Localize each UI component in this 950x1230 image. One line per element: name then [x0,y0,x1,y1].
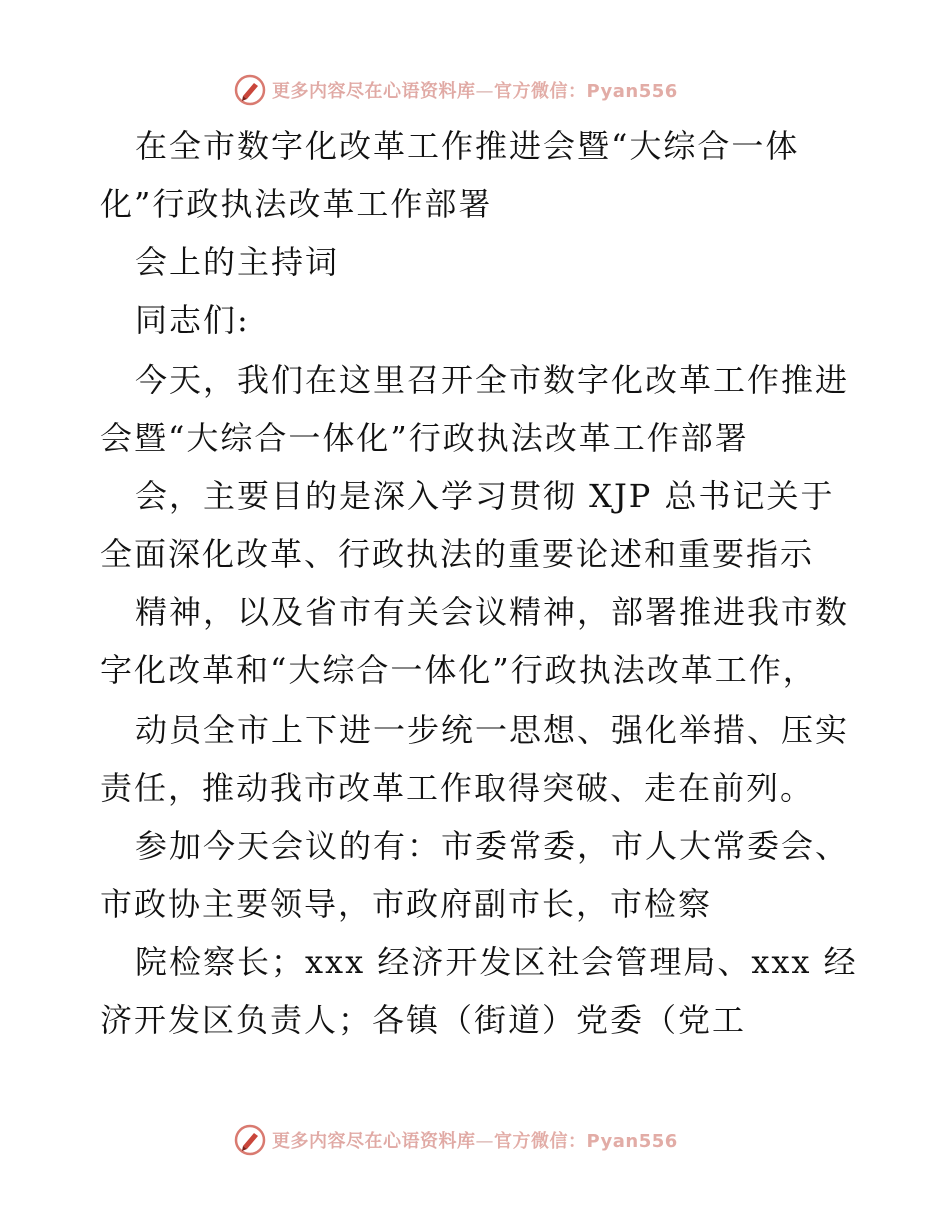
watermark-text: 更多内容尽在心语资料库—官方微信：Pyan556 [272,1131,678,1152]
pen-logo-icon [234,1124,266,1156]
paragraph-line: 会，主要目的是深入学习贯彻 XJP 总书记关于 [135,477,835,515]
paragraph-line: 动员全市上下进一步统一思想、强化举措、压实 [135,711,850,749]
paragraph-line: 精神，以及省市有关会议精神，部署推进我市数 [135,593,850,631]
pen-logo-icon [234,74,266,106]
paragraph-line: 责任，推动我市改革工作取得突破、走在前列。 [100,769,815,807]
watermark-footer [234,1124,678,1156]
title-line-1: 在全市数字化改革工作推进会暨“大综合一体 [135,127,800,165]
title-line-3: 会上的主持词 [135,243,340,281]
watermark-header [234,74,678,106]
paragraph-line: 院检察长；xxx 经济开发区社会管理局、xxx 经 [135,943,858,981]
paragraph-line: 字化改革和“大综合一体化”行政执法改革工作， [100,651,817,689]
title-line-2: 化”行政执法改革工作部署 [100,185,493,223]
paragraph-line: 参加今天会议的有：市委常委，市人大常委会、 [135,827,850,865]
paragraph-line: 全面深化改革、行政执法的重要论述和重要指示 [100,535,815,573]
paragraph-line: 会暨“大综合一体化”行政执法改革工作部署 [100,419,749,457]
paragraph-line: 济开发区负责人；各镇（街道）党委（党工 [100,1001,747,1039]
watermark-text: 更多内容尽在心语资料库—官方微信：Pyan556 [272,81,678,102]
salutation: 同志们: [135,301,250,339]
paragraph-line: 今天，我们在这里召开全市数字化改革工作推进 [135,361,850,399]
paragraph-line: 市政协主要领导，市政府副市长，市检察 [100,885,713,923]
